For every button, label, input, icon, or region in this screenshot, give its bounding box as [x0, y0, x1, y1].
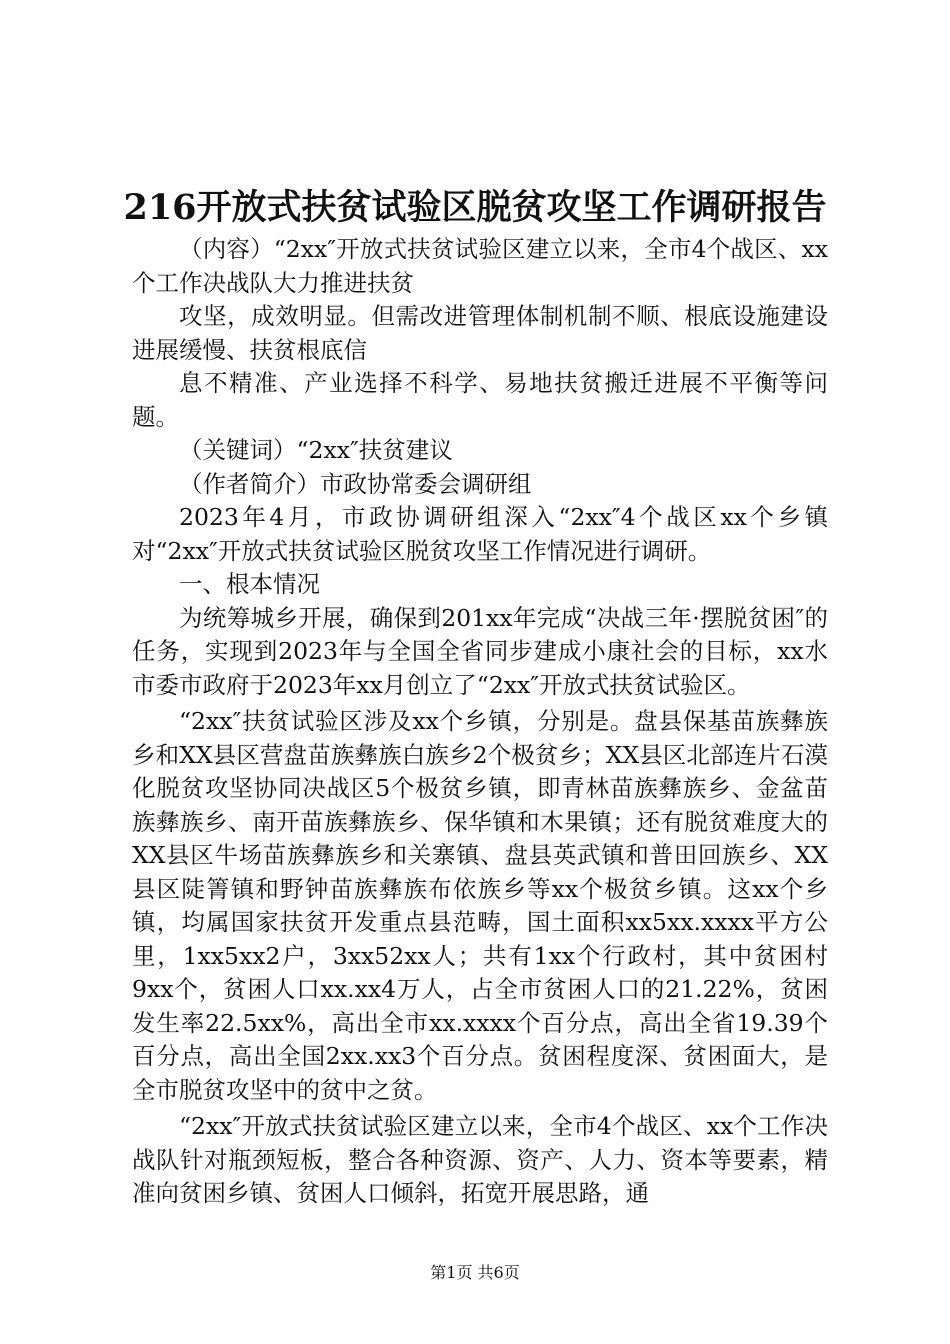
- section-heading: 一、根本情况: [179, 570, 320, 598]
- paragraph-scope: “2xx″扶贫试验区涉及xx个乡镇，分别是。盘县保基苗族彝族乡和XX县区营盘苗族彝族白族乡2个极贫乡；XX县区北部连片石漠化脱贫攻坚协同决战区5个极贫乡镇，即青林苗族彝族乡、金盆苗族彝族乡、南开苗族彝族乡、保华镇和木果镇；还有脱贫难度大的XX县区牛场苗族彝族乡和关寨镇、盘县英武镇和普田回族乡、XX县区陡箐镇和野钟苗族彝族布依族乡等xx个极贫乡镇。这xx个乡镇，均属国家扶贫开发重点县范畴，国土面积xx5xx.xxxx平方公里，1xx5xx2户，3xx52xx人；共有1xx个行政村，其中贫困村9xx个，贫困人口xx.xx4万人，占全市贫困人口的21.22%，贫困发生率22.5xx%，高出全市xx.xxxx个百分点，高出全省19.39个百分点，高出全国2xx.xx3个百分点。贫困程度深、贫困面大，是全市脱贫攻坚中的贫中之贫。: [132, 707, 828, 1104]
- paragraph-summary-1: （内容）“2xx″开放式扶贫试验区建立以来，全市4个战区、xx个工作决战队大力推进扶贫: [132, 235, 828, 297]
- paragraph-intro: 2023年4月，市政协调研组深入“2xx″4个战区xx个乡镇对“2xx″开放式扶贫试验区脱贫攻坚工作情况进行调研。: [132, 503, 828, 565]
- paragraph-background: 为统筹城乡开展，确保到201xx年完成“决战三年·摆脱贫困″的任务，实现到2023年与全国全省同步建成小康社会的目标，xx水市委市政府于2023年xx月创立了“2xx″开放式扶贫试验区。: [132, 603, 828, 699]
- page-footer: 第1页 共6页: [430, 1263, 520, 1282]
- paragraph-summary-3: 息不精准、产业选择不科学、易地扶贫搬迁进展不平衡等问题。: [132, 369, 828, 431]
- document-body: [132, 233, 828, 1211]
- paragraph-author: （作者简介）市政协常委会调研组: [179, 469, 532, 498]
- paragraph-progress: “2xx″开放式扶贫试验区建立以来，全市4个战区、xx个工作决战队针对瓶颈短板，整合各种资源、资产、人力、资本等要素，精准向贫困乡镇、贫困人口倾斜，拓宽开展思路，通: [132, 1112, 828, 1207]
- document-title: 216开放式扶贫试验区脱贫攻坚工作调研报告: [123, 187, 827, 228]
- paragraph-summary-2: 攻坚，成效明显。但需改进管理体制机制不顺、根底设施建设进展缓慢、扶贫根底信: [132, 302, 828, 364]
- paragraph-keywords: （关键词）“2xx″扶贫建议: [179, 436, 453, 464]
